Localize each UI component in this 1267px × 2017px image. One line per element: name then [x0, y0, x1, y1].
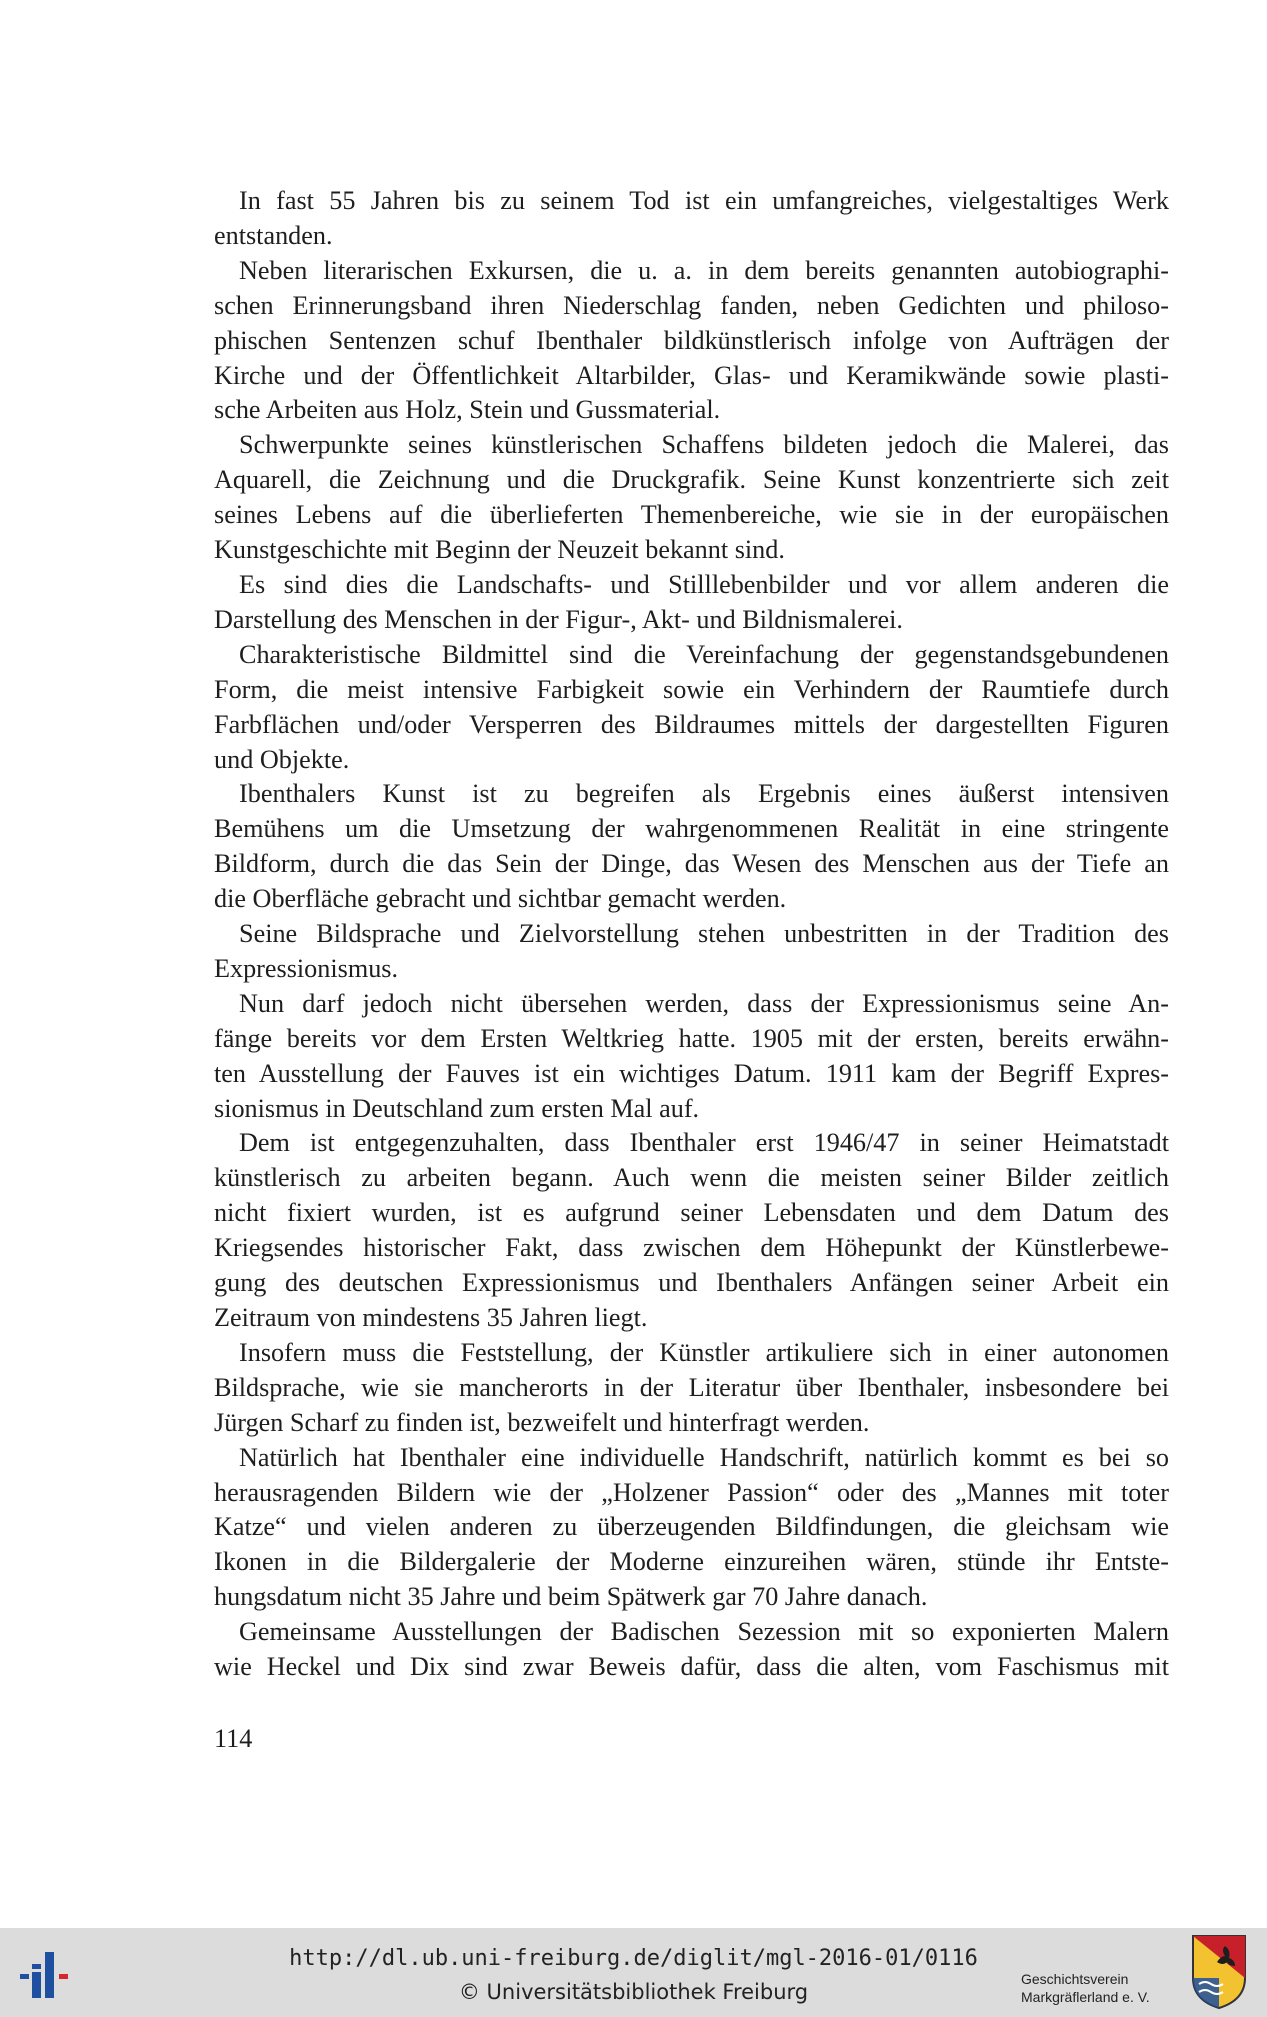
text-line: gung des deutschen Expressionismus und Ibenthalers Anfängen seiner Arbeit ein	[214, 1268, 1169, 1298]
text-line: Natürlich hat Ibenthaler eine individuelle Handschrift, natürlich kommt es bei so	[239, 1442, 1169, 1472]
society-crest-icon	[1191, 1934, 1247, 2010]
society-line-1: Geschichtsverein	[1021, 1971, 1129, 1987]
footer-url-link[interactable]: http://dl.ub.uni-freiburg.de/diglit/mgl-2016-01/0116	[289, 1946, 978, 1971]
text-line: Insofern muss die Feststellung, der Künstler artikuliere sich in einer autonomen	[239, 1337, 1169, 1367]
text-line: nicht fixiert wurden, ist es aufgrund seiner Lebensdaten und dem Datum des	[214, 1198, 1169, 1228]
text-line: Expressionismus.	[214, 953, 399, 983]
paragraph	[214, 568, 1169, 638]
text-line: Kriegsendes historischer Fakt, dass zwischen dem Höhepunkt der Künstlerbewe-	[214, 1233, 1169, 1263]
text-line: sche Arbeiten aus Holz, Stein und Gussmaterial.	[214, 395, 721, 425]
footer-copyright: © Universitätsbibliothek Freiburg	[458, 1980, 809, 2004]
text-line: Darstellung des Menschen in der Figur-, Akt- und Bildnismalerei.	[214, 604, 903, 634]
paragraph	[214, 1441, 1169, 1616]
text-line: entstanden.	[214, 220, 333, 250]
paragraph	[214, 917, 1169, 987]
text-line: Gemeinsame Ausstellungen der Badischen Sezession mit so exponierten Malern	[239, 1617, 1169, 1647]
text-line: künstlerisch zu arbeiten begann. Auch wenn die meisten seiner Bilder zeitlich	[214, 1163, 1169, 1193]
text-line: Zeitraum von mindestens 35 Jahren liegt.	[214, 1303, 648, 1332]
text-line: und Objekte.	[214, 744, 350, 774]
text-line: Bildsprache, wie sie mancherorts in der Literatur über Ibenthaler, insbesondere bei	[214, 1372, 1169, 1402]
society-line-2: Markgräflerland e. V.	[1021, 1989, 1150, 2005]
text-line: Aquarell, die Zeichnung und die Druckgrafik. Seine Kunst konzentrierte sich zeit	[214, 465, 1169, 495]
text-line: schen Erinnerungsband ihren Niederschlag fanden, neben Gedichten und philoso-	[214, 290, 1169, 320]
text-line: Charakteristische Bildmittel sind die Vereinfachung der gegenstandsgebundenen	[239, 639, 1169, 669]
text-line: Katze“ und vielen anderen zu überzeugenden Bildfindungen, die gleichsam wie	[214, 1512, 1169, 1542]
paragraph	[214, 184, 1169, 254]
text-line: fänge bereits vor dem Ersten Weltkrieg hatte. 1905 mit der ersten, bereits erwähn-	[214, 1023, 1169, 1053]
text-line: Bemühens um die Umsetzung der wahrgenommenen Realität in eine stringente	[214, 814, 1169, 844]
text-line: Es sind dies die Landschafts- und Stilllebenbilder und vor allem anderen die	[239, 569, 1169, 599]
paragraph	[214, 638, 1169, 778]
paragraph	[214, 428, 1169, 568]
paragraph	[214, 1336, 1169, 1441]
text-line: Form, die meist intensive Farbigkeit sowie ein Verhindern der Raumtiefe durch	[214, 674, 1169, 704]
paragraph	[214, 1126, 1169, 1335]
text-line: seines Lebens auf die überlieferten Themenbereiche, wie sie in der europäischen	[214, 500, 1169, 530]
text-line: Ibenthalers Kunst ist zu begreifen als Ergebnis eines äußerst intensiven	[239, 779, 1169, 809]
society-name	[1021, 1970, 1150, 2006]
text-line: Schwerpunkte seines künstlerischen Schaffens bildeten jedoch die Malerei, das	[239, 430, 1169, 460]
text-line: ten Ausstellung der Fauves ist ein wichtiges Datum. 1911 kam der Begriff Expres-	[214, 1058, 1169, 1088]
text-line: Farbflächen und/oder Versperren des Bildraumes mittels der dargestellten Figuren	[214, 709, 1169, 739]
page-number: 114	[214, 1724, 253, 1753]
text-line: In fast 55 Jahren bis zu seinem Tod ist ein umfangreiches, vielgestaltiges Werk	[239, 186, 1169, 215]
body-text	[214, 184, 1169, 1685]
text-line: sionismus in Deutschland zum ersten Mal auf.	[214, 1093, 700, 1123]
text-line: phischen Sentenzen schuf Ibenthaler bildkünstlerisch infolge von Aufträgen der	[214, 325, 1169, 355]
text-line: Jürgen Scharf zu finden ist, bezweifelt und hinterfragt werden.	[214, 1407, 870, 1437]
text-line: Bildform, durch die das Sein der Dinge, das Wesen des Menschen aus der Tiefe an	[214, 849, 1169, 879]
text-line: Ikonen in die Bildergalerie der Moderne einzureihen wären, stünde ihr Entste-	[214, 1547, 1169, 1577]
text-line: Neben literarischen Exkursen, die u. a. in dem bereits genannten autobiographi-	[239, 255, 1169, 285]
text-line: wie Heckel und Dix sind zwar Beweis dafür, dass die alten, vom Faschismus mit	[214, 1652, 1169, 1682]
paragraph	[214, 777, 1169, 917]
paragraph	[214, 987, 1169, 1127]
text-line: Seine Bildsprache und Zielvorstellung stehen unbestritten in der Tradition des	[239, 919, 1169, 949]
text-line: hungsdatum nicht 35 Jahre und beim Spätwerk gar 70 Jahre danach.	[214, 1582, 928, 1612]
text-line: Nun darf jedoch nicht übersehen werden, dass der Expressionismus seine An-	[239, 988, 1169, 1018]
text-line: Dem ist entgegenzuhalten, dass Ibenthaler erst 1946/47 in seiner Heimatstadt	[239, 1128, 1169, 1158]
text-line: Kunstgeschichte mit Beginn der Neuzeit bekannt sind.	[214, 535, 785, 565]
footer-bar	[0, 1928, 1267, 2017]
paragraph	[214, 1615, 1169, 1685]
text-line: Kirche und der Öffentlichkeit Altarbilder, Glas- und Keramikwände sowie plasti-	[214, 360, 1169, 390]
text-line: herausragenden Bildern wie der „Holzener Passion“ oder des „Mannes mit toter	[214, 1477, 1169, 1507]
paragraph	[214, 254, 1169, 429]
text-line: die Oberfläche gebracht und sichtbar gemacht werden.	[214, 884, 787, 914]
